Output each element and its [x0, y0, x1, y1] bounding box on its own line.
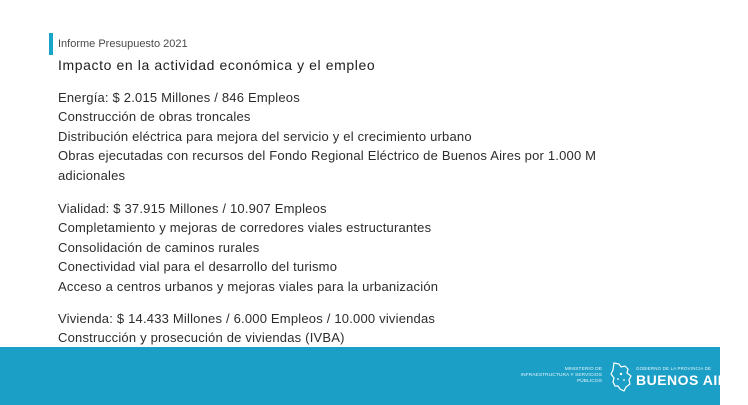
section-vialidad — [58, 199, 438, 296]
slide-title: Impacto en la actividad económica y el empleo — [58, 57, 376, 73]
section-vivienda — [58, 309, 435, 348]
list-item: Completamiento y mejoras de corredores viales estructurantes — [58, 220, 432, 236]
list-item: Obras ejecutadas con recursos del Fondo Regional Eléctrico de Buenos Aires por 1.000 M — [58, 148, 597, 164]
list-item: Conectividad vial para el desarrollo del turismo — [58, 259, 338, 275]
province-name: BUENOS AIRES — [636, 372, 748, 388]
section-energia — [58, 88, 596, 185]
ministry-name — [496, 367, 602, 385]
list-item: Construcción y prosecución de viviendas (IVBA) — [58, 330, 345, 346]
government-label: GOBIERNO DE LA PROVINCIA DE — [636, 366, 712, 371]
ministry-line: INFRAESTRUCTURA Y SERVICIOS PÚBLICOS — [520, 373, 602, 384]
list-item: adicionales — [58, 167, 126, 183]
list-item: Acceso a centros urbanos y mejoras viales para la urbanización — [58, 278, 439, 294]
header-accent-bar — [49, 33, 53, 55]
ministry-line: MINISTERIO DE — [564, 367, 602, 372]
list-item: Consolidación de caminos rurales — [58, 239, 260, 255]
list-item: Distribución eléctrica para mejora del servicio y el crecimiento urbano — [58, 128, 472, 144]
report-label: Informe Presupuesto 2021 — [58, 38, 188, 50]
footer-band — [0, 347, 748, 405]
province-map-icon — [610, 362, 632, 392]
section-heading: Vialidad: $ 37.915 Millones / 10.907 Empleos — [58, 201, 327, 216]
section-heading: Energía: $ 2.015 Millones / 846 Empleos — [58, 90, 300, 105]
section-heading: Vivienda: $ 14.433 Millones / 6.000 Empleos / 10.000 viviendas — [58, 311, 436, 326]
list-item: Construcción de obras troncales — [58, 109, 251, 125]
footer-logo — [496, 361, 748, 397]
